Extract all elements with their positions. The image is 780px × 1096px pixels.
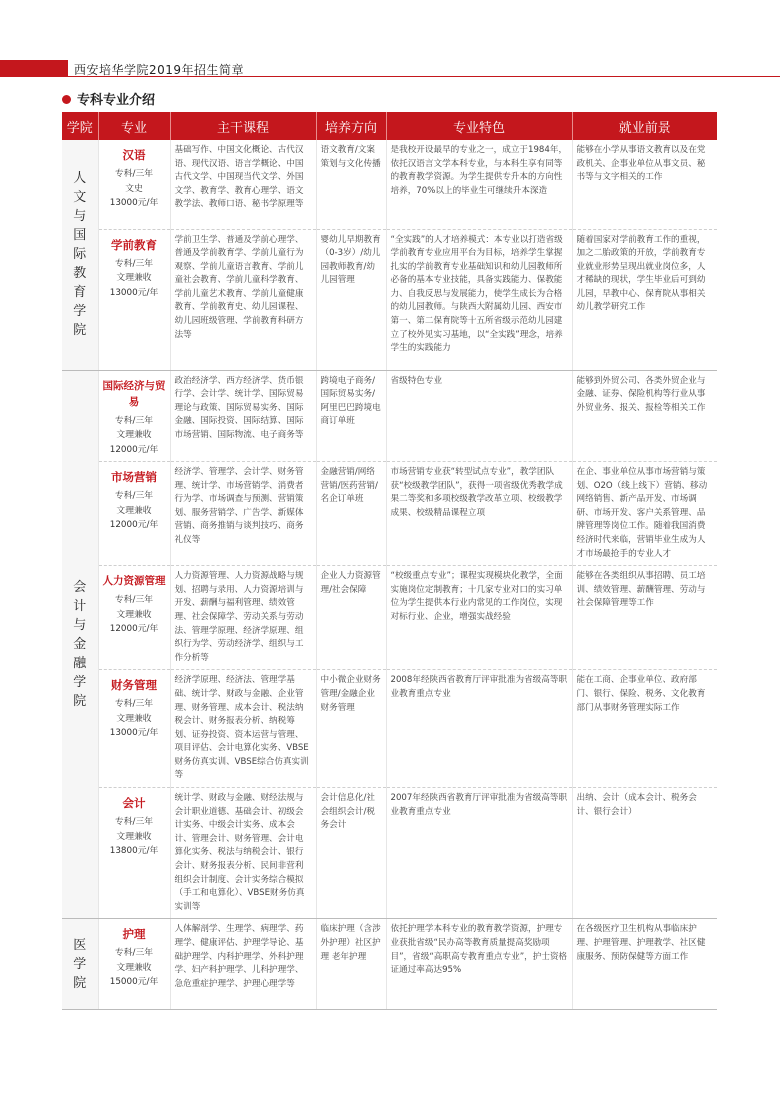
college-cell — [62, 370, 98, 919]
feature-cell: 依托护理学本科专业的教育教学资源，护理专业获批省级“民办高等教育质量提高奖励项目”，省级“高职高专教育重点专业”，护士资格证通过率高达95% — [386, 919, 572, 1010]
prospect-cell: 能够在小学从事语文教育以及在党政机关、企事业单位从事文员、秘书等与文字相关的工作 — [572, 140, 717, 229]
major-category: 文理兼收 — [116, 962, 152, 973]
major-tuition: 13800元/年 — [109, 846, 159, 857]
feature-cell: 市场营销专业获“转型试点专业”，教学团队获“校级教学团队”，获得一项省级优秀教学成果二等奖和多项校级教学改革立项、校级教学成果、校级精品课程立项 — [386, 462, 572, 566]
feature-cell: “全实践”的人才培养模式：本专业以打造省级学前教育专业应用平台为目标，培养学生掌握扎实的学前教育专业基础知识和幼儿园教师所必备的基本专业技能，具备实践能力、保教能力、自我反思与发展能力，使学生成长为合格的幼儿园教师。与陕西大附属幼儿园、西安市第一、第二保育院等十五所省级示范幼儿园建立了校外见实习基地，以“全实践”理念，培养学生的实践能力 — [386, 229, 572, 370]
major-tuition: 15000元/年 — [109, 977, 159, 988]
direction-cell: 企业人力资源管理/社会保障 — [316, 566, 386, 670]
direction-cell: 中小微企业财务管理/金融企业财务管理 — [316, 670, 386, 788]
major-duration: 专科/三年 — [114, 948, 154, 959]
courses-cell: 经济学、管理学、会计学、财务管理、统计学、市场营销学、消费者行为学、市场调查与预测、营销策划、服务营销学、广告学、新媒体营销、商务推销与谈判技巧、商务礼仪等 — [170, 462, 316, 566]
major-name: 市场营销 — [111, 470, 157, 484]
column-header-college: 学院 — [62, 112, 98, 140]
major-tuition: 13000元/年 — [109, 287, 159, 298]
direction-cell: 语文教育/文案策划与文化传播 — [316, 140, 386, 229]
major-cell — [98, 566, 170, 670]
courses-cell: 人力资源管理、人力资源战略与规划、招聘与录用、人力资源培训与开发、薪酬与福利管理、绩效管理、社会保障学、劳动关系与劳动法、管理学原理、经济学原理、组织行为学、劳动经济学、组织与工作分析等 — [170, 566, 316, 670]
college-name: 会计与金融学院 — [73, 579, 87, 709]
major-tuition: 13000元/年 — [109, 728, 159, 739]
major-cell — [98, 670, 170, 788]
courses-cell: 人体解剖学、生理学、病理学、药理学、健康评估、护理学导论、基础护理学、内科护理学、外科护理学、妇产科护理学、儿科护理学、急危重症护理学、护理心理学等 — [170, 919, 316, 1010]
major-name: 人力资源管理 — [102, 575, 166, 588]
bullet-dot-icon — [62, 95, 71, 104]
major-tuition: 12000元/年 — [109, 444, 159, 455]
column-header-direction: 培养方向 — [316, 112, 386, 140]
major-category: 文史 — [125, 183, 143, 194]
college-cell — [62, 919, 98, 1010]
prospect-cell: 能够到外贸公司、各类外贸企业与金融、证券、保险机构等行业从事外贸业务、报关、报检等相关工作 — [572, 370, 717, 462]
courses-cell: 经济学原理、经济法、管理学基础、统计学、财政与金融、企业管理、财务管理、成本会计、税法纳税会计、财务报表分析、纳税筹划、证券投资、资本运营与管理、项目评估、会计电算化实务、VBSE财务仿真实训、VBSE综合仿真实训等 — [170, 670, 316, 788]
major-category: 文理兼收 — [116, 430, 152, 440]
column-header-feature: 专业特色 — [386, 112, 572, 140]
courses-cell: 政治经济学、西方经济学、货币银行学、会计学、统计学、国际贸易理论与政策、国际贸易实务、国际金融、国际投资、国际结算、国际市场营销、国际物流、电子商务等 — [170, 370, 316, 462]
feature-cell: “校级重点专业”；课程实现模块化教学，全面实施岗位定制教育；十几家专业对口的实习单位为学生提供本行业内常见的工作岗位，实现对标行业、企业，增强实战经验 — [386, 566, 572, 670]
direction-cell: 临床护理（含涉外护理）社区护理 老年护理 — [316, 919, 386, 1010]
majors-table — [62, 112, 717, 1010]
direction-cell: 金融营销/网络营销/医药营销/名企订单班 — [316, 462, 386, 566]
courses-cell: 统计学、财政与金融、财经法规与会计职业道德、基础会计、初级会计实务、中级会计实务、成本会计、管理会计、财务管理、会计电算化实务、税法与纳税会计、银行会计、财务报表分析、民间非营利组织会计制度、会计实务综合模拟（手工和电算化）、VBSE财务仿真实训等 — [170, 788, 316, 919]
prospect-cell: 能够在各类组织从事招聘、员工培训、绩效管理、薪酬管理、劳动与社会保障管理等工作 — [572, 566, 717, 670]
major-duration: 专科/三年 — [114, 169, 154, 179]
major-cell — [98, 462, 170, 566]
section-heading — [62, 89, 155, 108]
prospect-cell: 在各级医疗卫生机构从事临床护理、护理管理、护理教学、社区健康服务、预防保健等方面工作 — [572, 919, 717, 1010]
table-row — [62, 462, 717, 566]
major-category: 文理兼收 — [116, 505, 152, 516]
prospect-cell: 随着国家对学前教育工作的重视，加之二胎政策的开放，学前教育专业就业形势呈现出就业岗位多，人才稀缺的现状，学生毕业后可到幼儿园，早教中心、保育院从事相关幼儿教学研究工作 — [572, 229, 717, 370]
table-row — [62, 566, 717, 670]
courses-cell: 基础写作、中国文化概论、古代汉语、现代汉语、语言学概论、中国古代文学、中国现当代文学、外国文学、教育学、教育心理学、语文教学法、教师口语、秘书学原理等 — [170, 140, 316, 229]
prospect-cell: 能在工商、企事业单位、政府部门、银行、保险、税务、文化教育部门从事财务管理实际工作 — [572, 670, 717, 788]
direction-cell: 会计信息化/社会组织会计/税务会计 — [316, 788, 386, 919]
table-row — [62, 919, 717, 1010]
column-header-major: 专业 — [98, 112, 170, 140]
college-cell — [62, 140, 98, 370]
table-row — [62, 140, 717, 229]
major-duration: 专科/三年 — [114, 817, 154, 828]
major-name: 汉语 — [122, 148, 146, 162]
prospect-cell: 出纳、会计（成本会计、税务会计、银行会计） — [572, 788, 717, 919]
table-row — [62, 370, 717, 462]
table-row — [62, 670, 717, 788]
table-header-row — [62, 112, 717, 140]
major-name: 财务管理 — [111, 678, 157, 693]
major-duration: 专科/三年 — [114, 595, 154, 606]
direction-cell: 跨境电子商务/国际贸易实务/阿里巴巴跨境电商订单班 — [316, 370, 386, 462]
major-category: 文理兼收 — [116, 273, 152, 283]
section-title: 专科专业介绍 — [77, 93, 156, 108]
column-header-prospect: 就业前景 — [572, 112, 717, 140]
major-tuition: 12000元/年 — [109, 624, 159, 635]
major-duration: 专科/三年 — [114, 699, 154, 710]
feature-cell: 省级特色专业 — [386, 370, 572, 462]
feature-cell: 2008年经陕西省教育厅评审批准为省级高等职业教育重点专业 — [386, 670, 572, 788]
major-name: 护理 — [122, 927, 146, 942]
major-duration: 专科/三年 — [114, 258, 154, 269]
major-tuition: 13000元/年 — [109, 198, 159, 208]
feature-cell: 是我校开设最早的专业之一，成立于1984年，依托汉语言文学本科专业，与本科生享有同等的教育教学资源。为学生提供专升本的方向性培养，70%以上的毕业生可继续升本深造 — [386, 140, 572, 229]
table-row — [62, 788, 717, 919]
major-tuition: 12000元/年 — [109, 520, 159, 530]
college-name: 人文与国际教育学院 — [73, 171, 87, 339]
major-duration: 专科/三年 — [114, 415, 154, 426]
major-category: 文理兼收 — [116, 609, 152, 620]
table-row — [62, 229, 717, 370]
direction-cell: 婴幼儿早期教育（0-3岁）/幼儿园教师教育/幼儿园管理 — [316, 229, 386, 370]
column-header-courses: 主干课程 — [170, 112, 316, 140]
feature-cell: 2007年经陕西省教育厅评审批准为省级高等职业教育重点专业 — [386, 788, 572, 919]
major-cell — [98, 229, 170, 370]
courses-cell: 学前卫生学、普通及学前心理学、普通及学前教育学、学前儿童行为观察、学前儿童语言教育、学前儿童社会教育、学前儿童科学教育、学前儿童艺术教育、学前儿童健康教育、学前教育史、幼儿园课程、幼儿园班级管理、学前教育科研方法等 — [170, 229, 316, 370]
major-category: 文理兼收 — [116, 831, 152, 842]
major-category: 文理兼收 — [116, 713, 152, 724]
major-name: 会计 — [122, 796, 146, 811]
major-duration: 专科/三年 — [114, 491, 154, 501]
major-cell — [98, 370, 170, 462]
prospect-cell: 在企、事业单位从事市场营销与策划、O2O（线上线下）营销、移动网络销售、新产品开发、市场调研、市场开发、客户关系管理、品牌管理等岗位工作。随着我国消费经济时代来临，营销毕业生成为人才市场最抢手的专业人才 — [572, 462, 717, 566]
document-title: 西安培华学院2019年招生简章 — [74, 63, 245, 77]
major-cell — [98, 919, 170, 1010]
major-name: 学前教育 — [111, 237, 157, 252]
major-name: 国际经济与贸易 — [102, 379, 166, 408]
major-cell — [98, 788, 170, 919]
top-bar-red-block — [0, 60, 68, 77]
major-cell — [98, 140, 170, 229]
college-name: 医学院 — [73, 937, 87, 991]
